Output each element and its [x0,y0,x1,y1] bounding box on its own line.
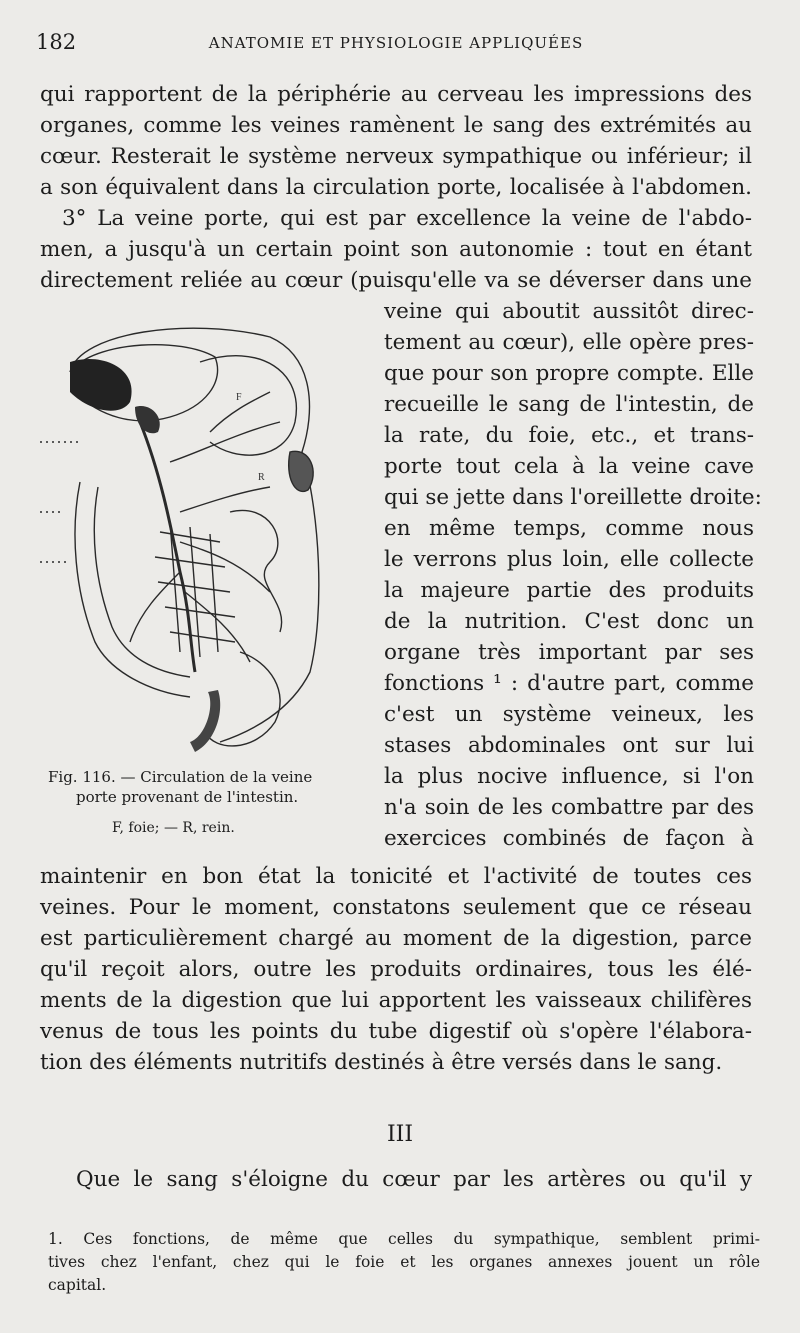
page-number: 182 [36,30,77,54]
wrap-line: la rate, du foie, etc., et trans- [384,423,754,448]
body-line: maintenir en bon état la tonicité et l'activité de toutes ces [40,864,752,889]
wrap-line: tement au cœur), elle opère pres- [384,330,754,355]
wrap-line: de la nutrition. C'est donc un [384,609,754,634]
body-line: veines. Pour le moment, constatons seulement que ce réseau [40,895,752,920]
body-line: est particulièrement chargé au moment de la digestion, parce [40,926,752,951]
wrap-line: le verrons plus loin, elle collecte [384,547,754,572]
wrap-line: c'est un système veineux, les [384,702,754,727]
footnote-line: capital. [48,1276,107,1294]
section-heading: III [386,1122,414,1147]
body-line: cœur. Resterait le système nerveux sympathique ou inférieur; il [40,144,752,169]
label-r: R [258,472,265,483]
wrap-line: veine qui aboutit aussitôt direc- [384,299,754,324]
body-line: ments de la digestion que lui apportent les vaisseaux chilifères [40,988,752,1013]
wrap-line: la majeure partie des produits [384,578,754,603]
footnote-line: 1. Ces fonctions, de même que celles du sympathique, semblent primi- [48,1230,760,1248]
wrap-line: en même temps, comme nous [384,516,754,541]
body-line: tion des éléments nutritifs destinés à être versés dans le sang. [40,1050,723,1075]
body-line: venus de tous les points du tube digestif où s'opère l'élabora- [40,1019,752,1044]
body-line: a son équivalent dans la circulation porte, localisée à l'abdomen. [40,175,752,200]
page-header [36,30,756,60]
body-line: qui rapportent de la périphérie au cerveau les impressions des [40,82,752,107]
wrap-line: recueille le sang de l'intestin, de [384,392,754,417]
wrap-line: porte tout cela à la veine cave [384,454,754,479]
label-f: F [236,392,242,403]
figure-portal-vein [40,312,340,762]
wrap-line: organe très important par ses [384,640,754,665]
footnote-line: tives chez l'enfant, chez qui le foie et les organes annexes jouent un rôle [48,1253,760,1271]
portal-vein-illustration [40,312,340,762]
wrap-line: fonctions ¹ : d'autre part, comme [384,671,754,696]
body-line: 3° La veine porte, qui est par excellence la veine de l'abdo- [62,206,752,231]
body-line: men, a jusqu'à un certain point son autonomie : tout en étant [40,237,752,262]
figure-caption-line: Fig. 116. — Circulation de la veine [48,768,313,786]
body-line: directement reliée au cœur (puisqu'elle va se déverser dans une [40,268,752,293]
wrap-line: stases abdominales ont sur lui [384,733,754,758]
figure-caption-line: porte provenant de l'intestin. [76,788,299,806]
running-head: ANATOMIE ET PHYSIOLOGIE APPLIQUÉES [208,34,584,52]
wrap-line: que pour son propre compte. Elle [384,361,754,386]
wrap-line: qui se jette dans l'oreillette droite: [384,485,762,510]
body-line: qu'il reçoit alors, outre les produits ordinaires, tous les élé- [40,957,752,982]
body-line: organes, comme les veines ramènent le sang des extrémités au [40,113,752,138]
wrap-line: n'a soin de les combattre par des [384,795,754,820]
body-line: Que le sang s'éloigne du cœur par les artères ou qu'il y [76,1167,752,1192]
wrap-line: la plus nocive influence, si l'on [384,764,754,789]
figure-caption-legend: F, foie; — R, rein. [112,820,235,836]
wrap-line: exercices combinés de façon à [384,826,754,851]
